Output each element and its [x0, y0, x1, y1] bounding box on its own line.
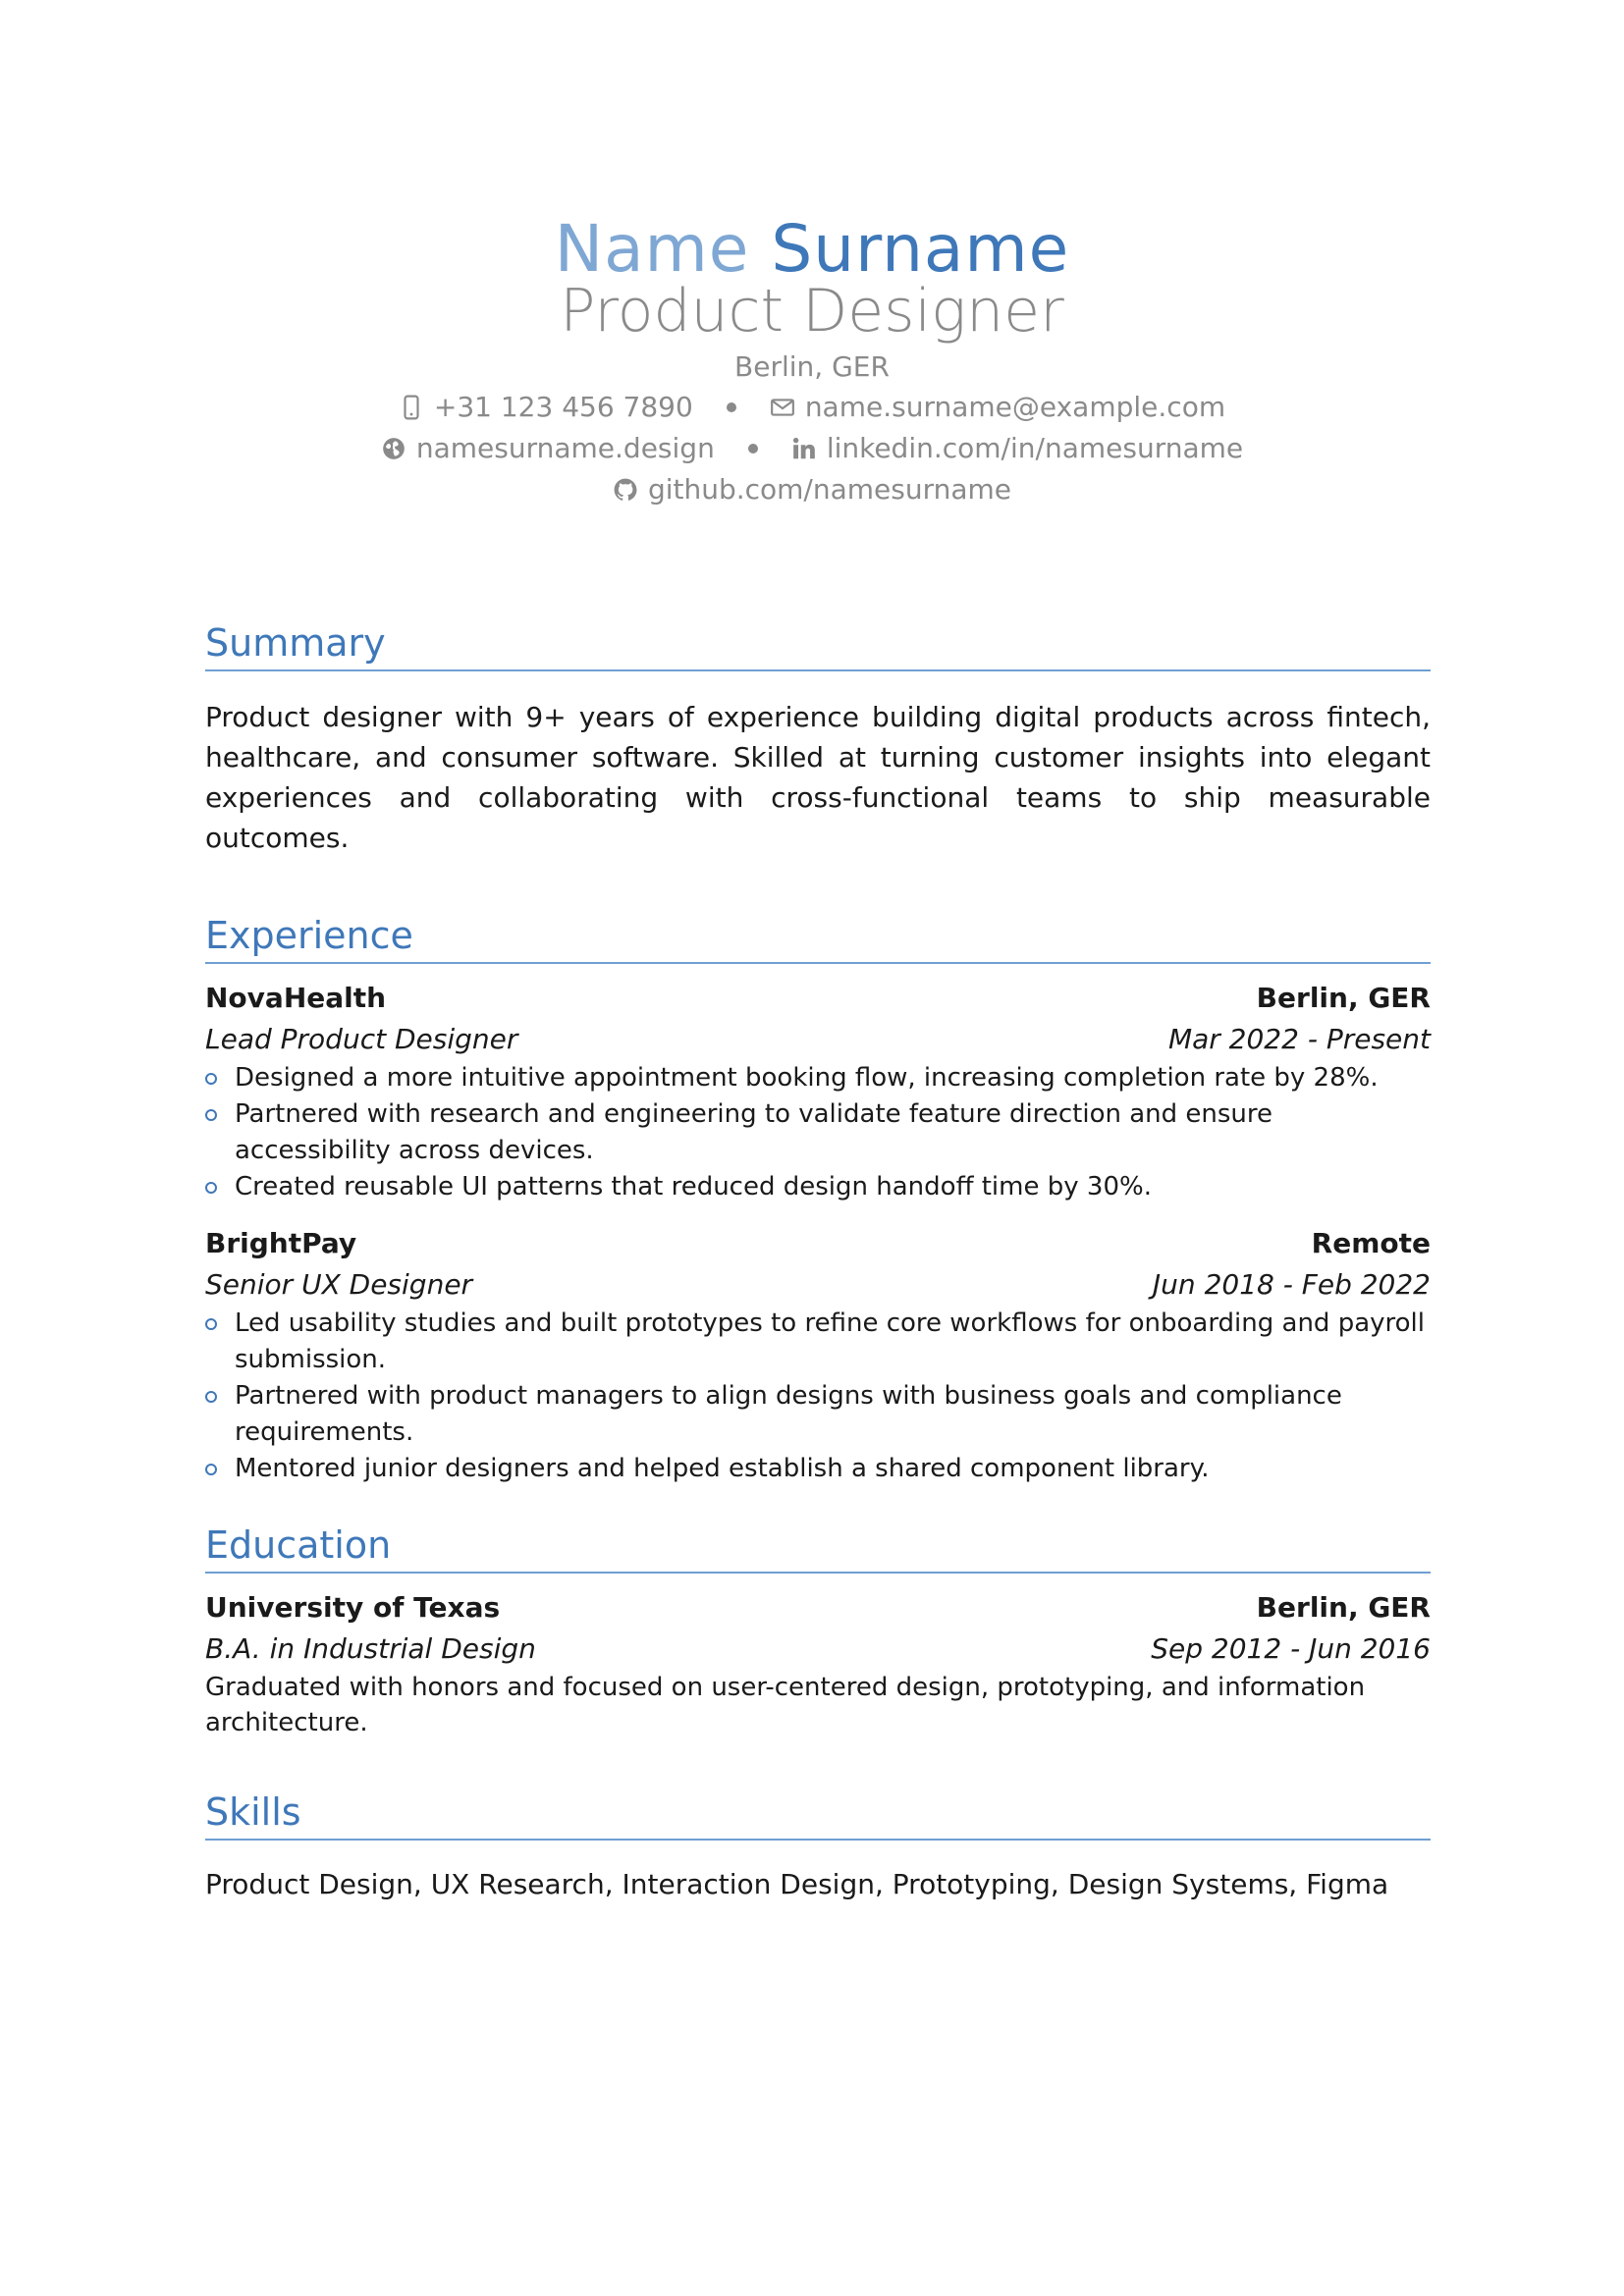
- job-entry: [205, 1223, 1431, 1487]
- section-divider: [205, 669, 1431, 671]
- contact-row-2: [0, 428, 1624, 469]
- list-item: [205, 1306, 1431, 1378]
- job-location: Berlin, GER: [1256, 982, 1431, 1014]
- education-subheader: [205, 1629, 1431, 1670]
- mobile-phone-icon: [399, 395, 424, 420]
- education-description: Graduated with honors and focused on user-centered design, prototyping, and information architecture.: [205, 1673, 1366, 1737]
- bullet-circle-icon: [205, 1182, 217, 1194]
- website-text: namesurname.design: [415, 432, 715, 464]
- linkedin-text: linkedin.com/in/namesurname: [826, 432, 1244, 464]
- education-header: [205, 1587, 1431, 1629]
- separator-dot: [727, 402, 736, 412]
- bullet-circle-icon: [205, 1109, 217, 1121]
- company-name: NovaHealth: [205, 982, 387, 1014]
- bullet-circle-icon: [205, 1073, 217, 1085]
- linkedin-contact[interactable]: [791, 428, 1243, 469]
- separator-dot: [748, 444, 758, 454]
- website-contact[interactable]: [381, 428, 715, 469]
- phone-contact[interactable]: [399, 387, 693, 428]
- list-item: [205, 1060, 1431, 1096]
- job-header: [205, 1223, 1431, 1264]
- company-name: BrightPay: [205, 1227, 357, 1259]
- bullet-circle-icon: [205, 1318, 217, 1330]
- resume-header: [0, 208, 1624, 510]
- school-name: University of Texas: [205, 1591, 501, 1624]
- list-item: [205, 1169, 1431, 1205]
- list-item: [205, 1451, 1431, 1487]
- education-section: [205, 1521, 1431, 1740]
- bullet-text: Partnered with research and engineering to validate feature direction and ensure accessibility across devices.: [235, 1099, 1273, 1165]
- job-entry: [205, 978, 1431, 1205]
- list-item: [205, 1378, 1431, 1451]
- job-header: [205, 978, 1431, 1019]
- job-subheader: [205, 1019, 1431, 1060]
- job-role: Senior UX Designer: [205, 1268, 473, 1301]
- globe-icon: [381, 436, 406, 461]
- summary-section: [205, 618, 1431, 858]
- github-contact[interactable]: [613, 469, 1011, 510]
- job-subheader: [205, 1264, 1431, 1306]
- contact-row-3: [0, 469, 1624, 510]
- bullet-text: Created reusable UI patterns that reduced design handoff time by 30%.: [235, 1172, 1152, 1201]
- list-item: [205, 1096, 1431, 1169]
- location: Berlin, GER: [734, 350, 890, 383]
- education-dates: Sep 2012 - Jun 2016: [1151, 1632, 1431, 1665]
- summary-heading: Summary: [205, 621, 386, 665]
- skills-heading: Skills: [205, 1790, 301, 1834]
- section-divider: [205, 1839, 1431, 1841]
- first-name: Name: [554, 211, 750, 287]
- last-name: Surname: [771, 211, 1070, 287]
- section-divider: [205, 1572, 1431, 1574]
- phone-text: +31 123 456 7890: [433, 391, 693, 423]
- bullet-circle-icon: [205, 1391, 217, 1403]
- job-bullets: [205, 1060, 1431, 1205]
- job-location: Remote: [1311, 1227, 1431, 1259]
- contact-row-1: [0, 387, 1624, 428]
- email-contact[interactable]: [770, 387, 1225, 428]
- degree: B.A. in Industrial Design: [205, 1632, 536, 1665]
- experience-section: [205, 911, 1431, 1487]
- summary-text: Product designer with 9+ years of experience building digital products across fintech, healthcare, and consumer software. Skilled at turning customer insights into elegant experiences and collaborating with cross-functional teams to ship measurable outcomes.: [205, 701, 1431, 854]
- skills-text: Product Design, UX Research, Interaction Design, Prototyping, Design Systems, Figma: [205, 1868, 1389, 1900]
- school-location: Berlin, GER: [1256, 1591, 1431, 1624]
- bullet-text: Led usability studies and built prototypes to refine core workflows for onboarding and payroll submission.: [235, 1308, 1425, 1374]
- section-divider: [205, 962, 1431, 964]
- email-text: name.surname@example.com: [804, 391, 1226, 423]
- resume-content: [205, 618, 1431, 1904]
- github-text: github.com/namesurname: [647, 473, 1012, 506]
- skills-section: [205, 1788, 1431, 1904]
- bullet-text: Designed a more intuitive appointment booking flow, increasing completion rate by 28%.: [235, 1063, 1379, 1093]
- job-dates: Jun 2018 - Feb 2022: [1152, 1268, 1431, 1301]
- education-heading: Education: [205, 1523, 392, 1567]
- linkedin-icon: [791, 436, 817, 461]
- envelope-icon: [770, 395, 795, 420]
- github-icon: [613, 477, 638, 503]
- job-dates: Mar 2022 - Present: [1167, 1023, 1431, 1055]
- job-title: Product Designer: [560, 277, 1064, 346]
- job-role: Lead Product Designer: [205, 1023, 518, 1055]
- bullet-text: Partnered with product managers to align designs with business goals and compliance requirements.: [235, 1381, 1342, 1447]
- job-bullets: [205, 1306, 1431, 1487]
- experience-heading: Experience: [205, 914, 413, 957]
- education-entry: [205, 1587, 1431, 1740]
- bullet-circle-icon: [205, 1464, 217, 1475]
- bullet-text: Mentored junior designers and helped establish a shared component library.: [235, 1454, 1210, 1483]
